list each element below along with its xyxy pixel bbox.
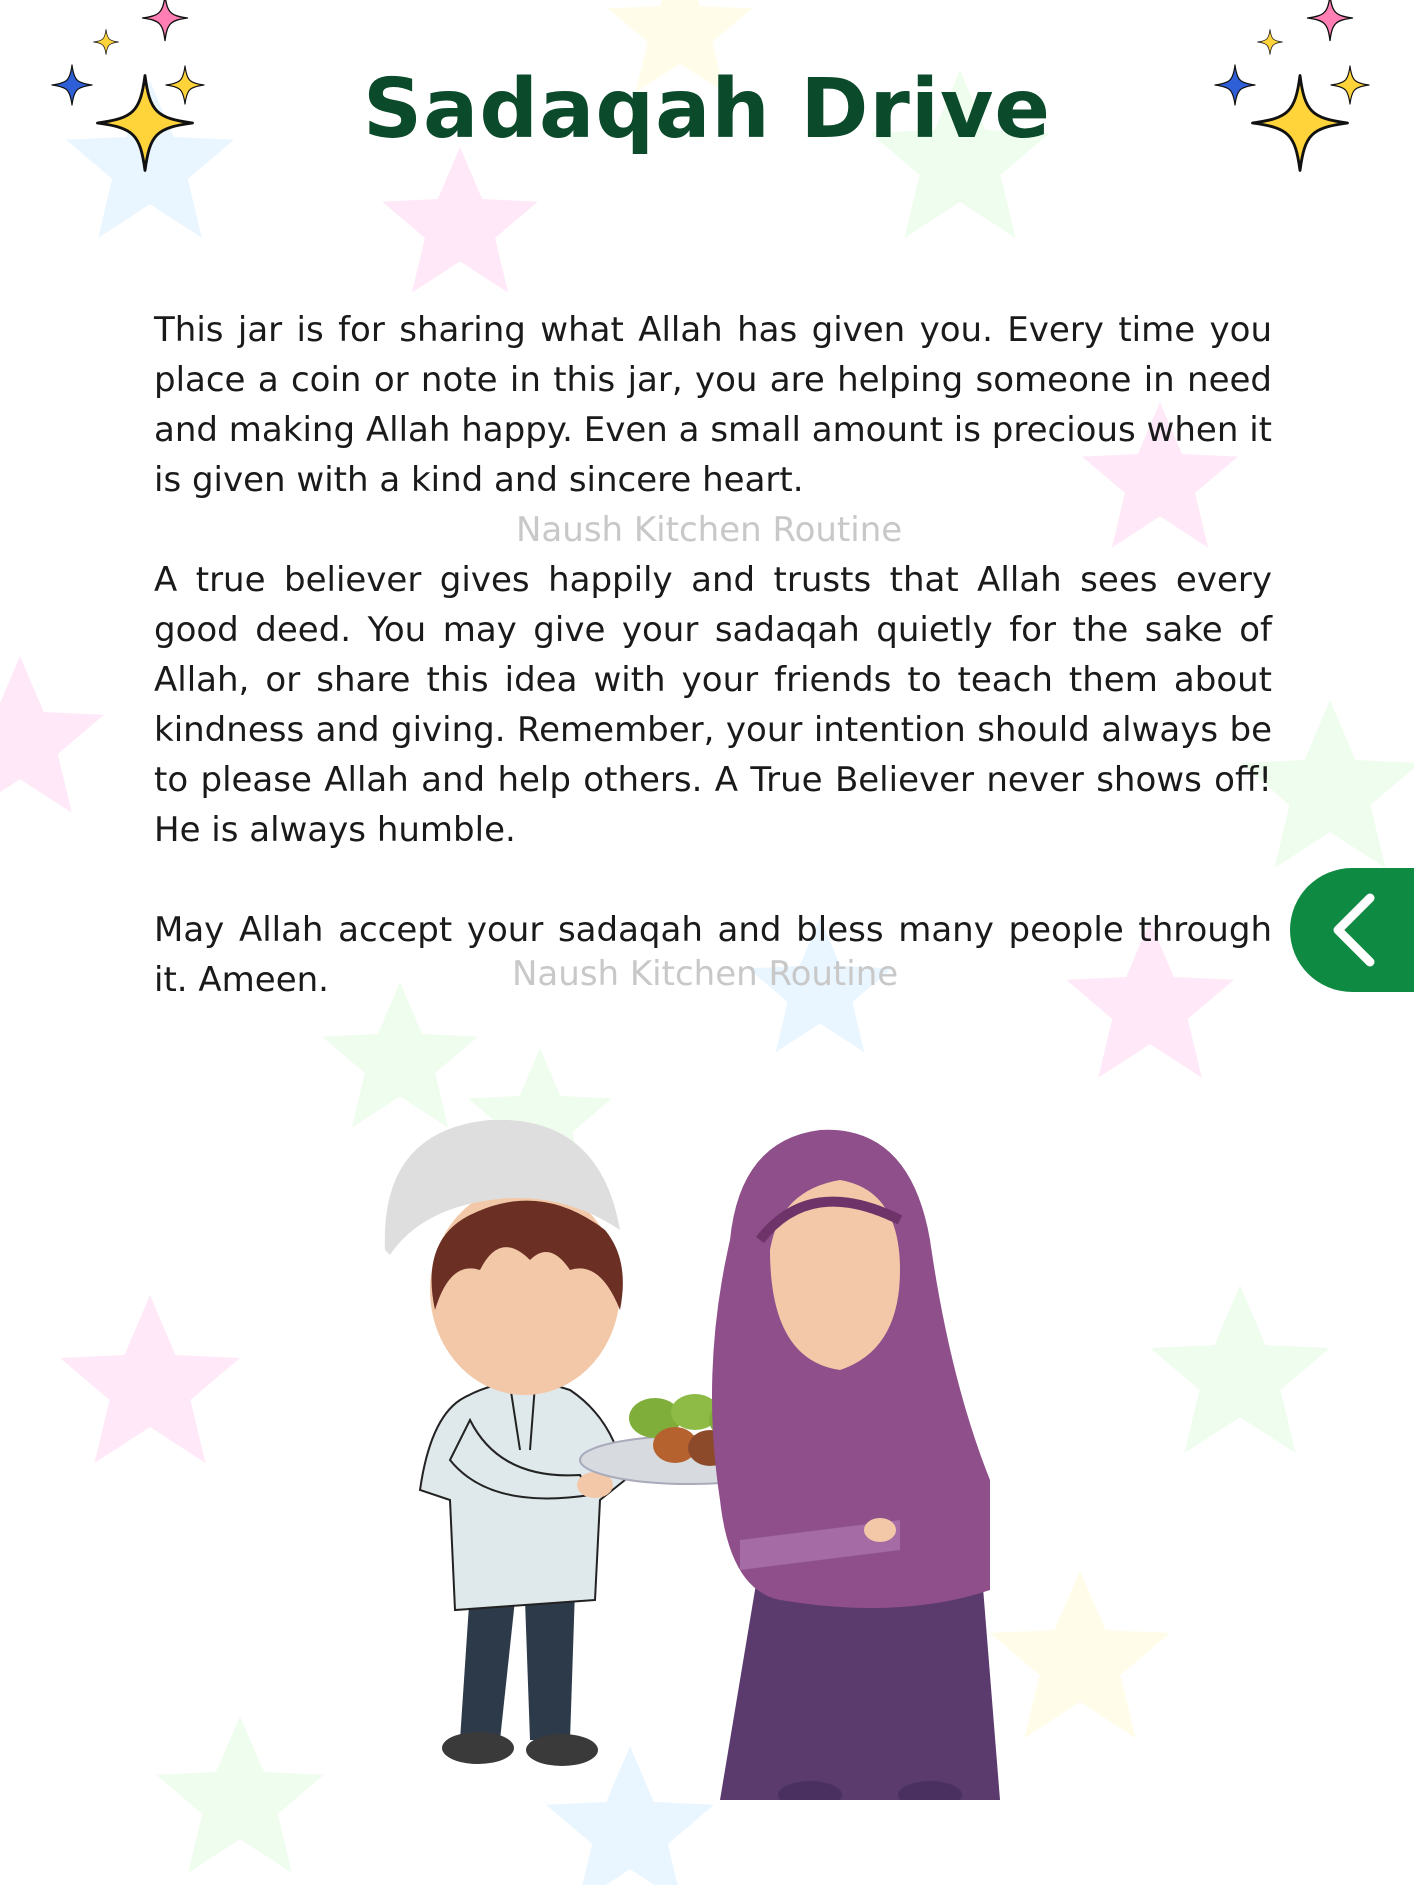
chevron-left-icon <box>1320 892 1390 968</box>
paragraph-dua: May Allah accept your sadaqah and bless many people through it. Ameen. <box>154 910 1272 1000</box>
girl-figure <box>712 1130 1000 1800</box>
page-title: Sadaqah Drive <box>362 62 1052 157</box>
boy-figure <box>385 1120 625 1766</box>
paragraph-intro: This jar is for sharing what Allah has given you. Every time you place a coin or note in this jar, you are helping someone in need and making Allah happy. Even a small amount is precious when it is given with a kind and sincere heart. <box>154 310 1272 500</box>
paragraph-true-believer: A true believer gives happily and trusts that Allah sees every good deed. You may give your sadaqah quietly for the sake of Allah, or share this idea with your friends to teach them about kindness and giving. Remember, your intention should always be to please Allah and help others. A True Believer never shows off! He is always humble. <box>154 560 1272 850</box>
watermark-text: Naush Kitchen Routine <box>516 510 903 550</box>
children-giving-sadaqah-illustration <box>340 1120 1060 1800</box>
back-button[interactable] <box>1290 868 1414 992</box>
watermark-text: Naush Kitchen Routine <box>512 954 899 994</box>
